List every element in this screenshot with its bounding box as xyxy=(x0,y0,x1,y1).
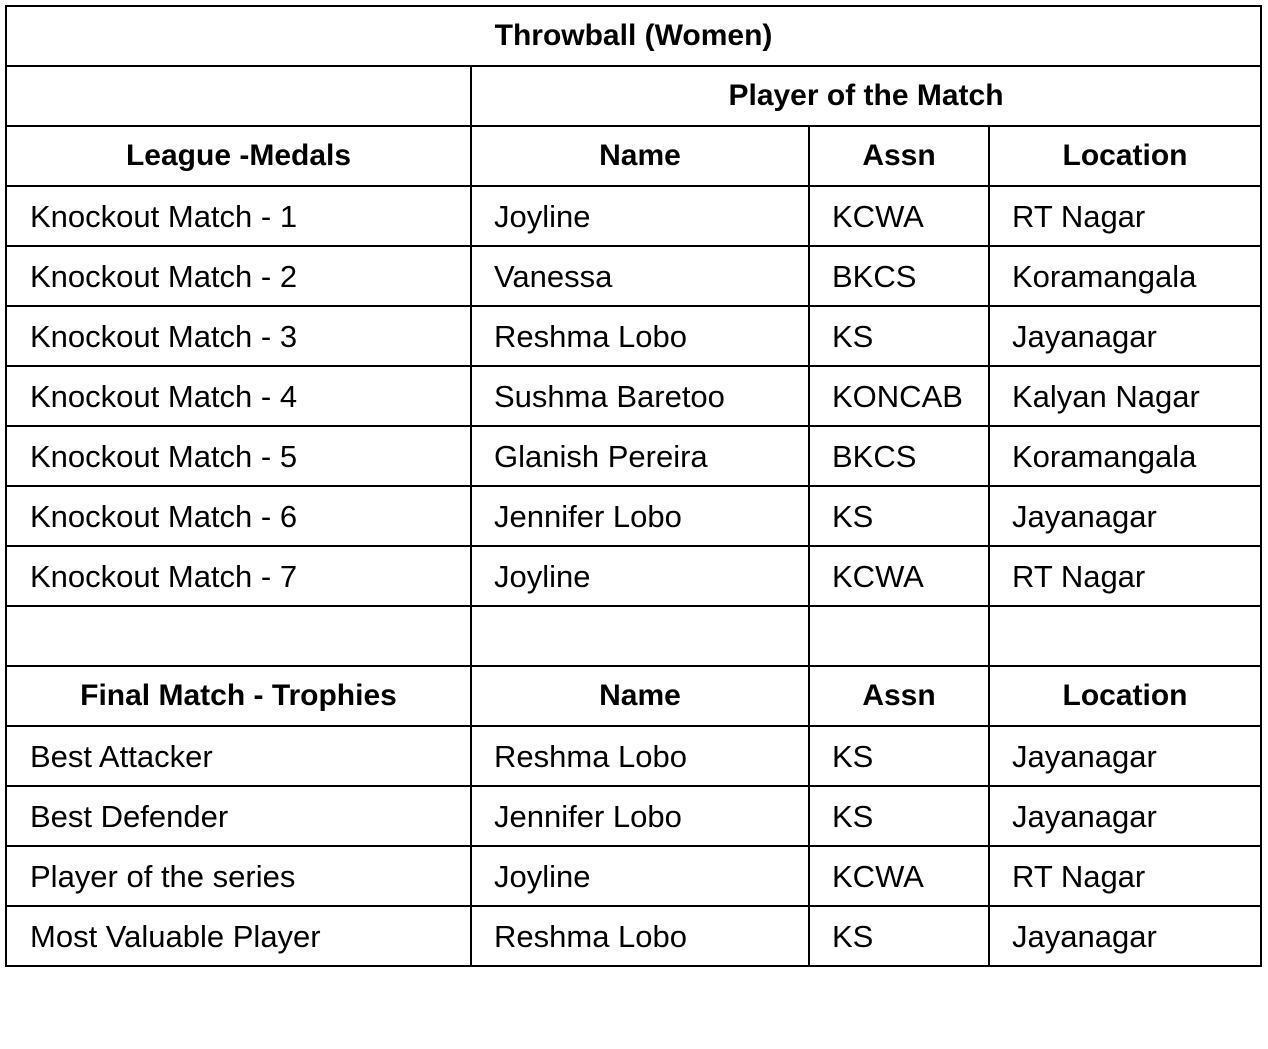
name-cell: Vanessa xyxy=(471,246,809,306)
assn-cell: KS xyxy=(809,786,989,846)
location-header: Location xyxy=(989,126,1261,186)
assn-cell: KS xyxy=(809,726,989,786)
location-cell: Jayanagar xyxy=(989,906,1261,966)
assn-header: Assn xyxy=(809,666,989,726)
table-row xyxy=(6,846,1261,906)
category-cell: Knockout Match - 7 xyxy=(6,546,471,606)
table-row xyxy=(6,546,1261,606)
name-cell: Jennifer Lobo xyxy=(471,486,809,546)
assn-cell: KCWA xyxy=(809,186,989,246)
category-cell: Knockout Match - 5 xyxy=(6,426,471,486)
name-cell: Reshma Lobo xyxy=(471,306,809,366)
name-cell: Reshma Lobo xyxy=(471,726,809,786)
name-cell: Joyline xyxy=(471,186,809,246)
player-of-match-header: Player of the Match xyxy=(471,66,1261,126)
table-row xyxy=(6,486,1261,546)
category-cell: Best Attacker xyxy=(6,726,471,786)
table-row xyxy=(6,246,1261,306)
name-cell: Glanish Pereira xyxy=(471,426,809,486)
category-cell: Knockout Match - 4 xyxy=(6,366,471,426)
table-row xyxy=(6,726,1261,786)
category-cell: Knockout Match - 2 xyxy=(6,246,471,306)
table-row xyxy=(6,306,1261,366)
empty-cell xyxy=(6,66,471,126)
assn-cell: KS xyxy=(809,306,989,366)
empty-cell xyxy=(989,606,1261,666)
awards-table-body xyxy=(6,6,1261,966)
empty-cell xyxy=(6,606,471,666)
location-cell: Jayanagar xyxy=(989,486,1261,546)
name-header: Name xyxy=(471,666,809,726)
location-cell: Jayanagar xyxy=(989,306,1261,366)
awards-table xyxy=(5,5,1262,967)
category-cell: Knockout Match - 3 xyxy=(6,306,471,366)
location-cell: Koramangala xyxy=(989,246,1261,306)
table-row xyxy=(6,366,1261,426)
table-row xyxy=(6,426,1261,486)
location-cell: RT Nagar xyxy=(989,186,1261,246)
assn-header: Assn xyxy=(809,126,989,186)
assn-cell: KS xyxy=(809,906,989,966)
assn-cell: KS xyxy=(809,486,989,546)
table-title: Throwball (Women) xyxy=(6,6,1261,66)
league-category-header: League -Medals xyxy=(6,126,471,186)
category-cell: Knockout Match - 6 xyxy=(6,486,471,546)
league-header-row xyxy=(6,126,1261,186)
table-row xyxy=(6,906,1261,966)
location-cell: Jayanagar xyxy=(989,726,1261,786)
final-header-row xyxy=(6,666,1261,726)
name-cell: Joyline xyxy=(471,846,809,906)
table-row xyxy=(6,186,1261,246)
location-cell: RT Nagar xyxy=(989,546,1261,606)
name-cell: Jennifer Lobo xyxy=(471,786,809,846)
empty-cell xyxy=(809,606,989,666)
location-cell: Koramangala xyxy=(989,426,1261,486)
group-header-row xyxy=(6,66,1261,126)
location-cell: Jayanagar xyxy=(989,786,1261,846)
spacer-row xyxy=(6,606,1261,666)
name-cell: Sushma Baretoo xyxy=(471,366,809,426)
title-row xyxy=(6,6,1261,66)
empty-cell xyxy=(471,606,809,666)
name-cell: Reshma Lobo xyxy=(471,906,809,966)
category-cell: Best Defender xyxy=(6,786,471,846)
assn-cell: KCWA xyxy=(809,846,989,906)
assn-cell: KONCAB xyxy=(809,366,989,426)
final-category-header: Final Match - Trophies xyxy=(6,666,471,726)
name-header: Name xyxy=(471,126,809,186)
category-cell: Knockout Match - 1 xyxy=(6,186,471,246)
assn-cell: KCWA xyxy=(809,546,989,606)
category-cell: Most Valuable Player xyxy=(6,906,471,966)
location-cell: Kalyan Nagar xyxy=(989,366,1261,426)
table-row xyxy=(6,786,1261,846)
location-header: Location xyxy=(989,666,1261,726)
name-cell: Joyline xyxy=(471,546,809,606)
assn-cell: BKCS xyxy=(809,426,989,486)
assn-cell: BKCS xyxy=(809,246,989,306)
category-cell: Player of the series xyxy=(6,846,471,906)
location-cell: RT Nagar xyxy=(989,846,1261,906)
